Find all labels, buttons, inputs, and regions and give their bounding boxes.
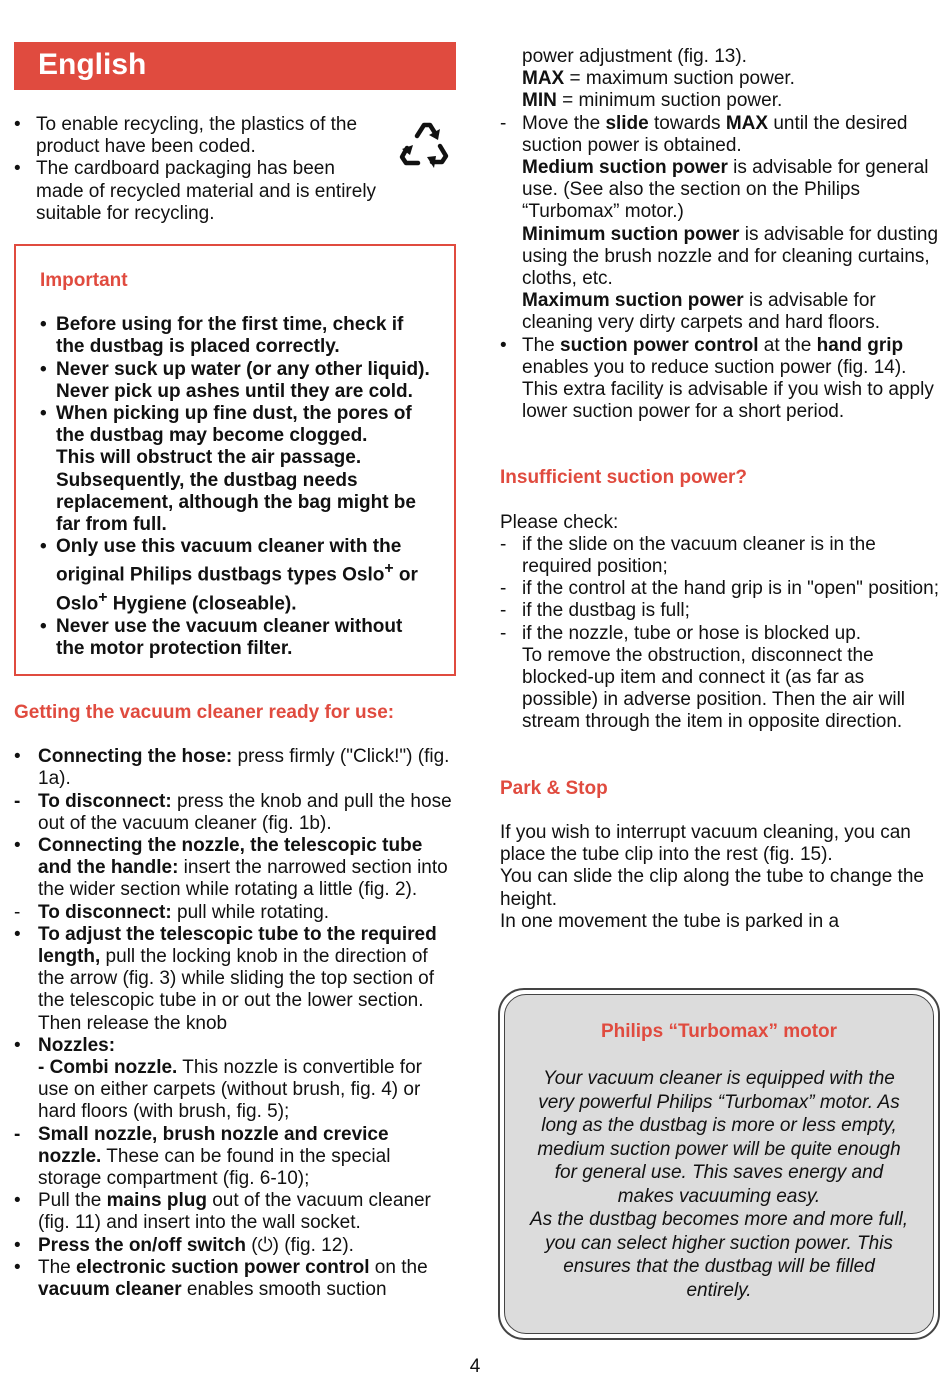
bullet: • xyxy=(500,334,507,356)
important-box xyxy=(14,244,456,676)
turbomax-panel xyxy=(504,994,934,1334)
min-line xyxy=(500,90,940,112)
list-item xyxy=(14,1035,456,1124)
list-item xyxy=(40,359,436,403)
section-title: Getting the vacuum cleaner ready for use: xyxy=(14,701,395,723)
bullet: • xyxy=(40,536,47,558)
text: press the knob and pull the hose out of the vacuum cleaner (fig. 1b). xyxy=(38,790,452,834)
text: This nozzle is convertible for use on either carpets (without brush, fig. 4) or hard floors (with brush, fig. 5); xyxy=(38,1056,422,1123)
dash: - xyxy=(14,901,21,923)
list-item xyxy=(14,1190,456,1234)
dash: - xyxy=(500,622,507,644)
park-text: If you wish to interrupt vacuum cleaning, you can place the tube clip into the rest (fig. 15). xyxy=(500,821,911,866)
check-intro: Please check: xyxy=(500,511,619,533)
list-item-text: Before using for the first time, check if the dustbag is placed correctly. xyxy=(56,314,404,358)
list-item xyxy=(14,114,384,158)
bullet: • xyxy=(14,1234,21,1256)
list-item xyxy=(500,534,940,578)
dash: - xyxy=(14,1123,21,1145)
list-item xyxy=(14,791,456,835)
list-item xyxy=(14,1257,456,1301)
text: is advisable for dusting using the brush nozzle and for cleaning curtains, cloths, etc. xyxy=(522,223,939,290)
text: press firmly ("Click!") (fig. 1a). xyxy=(38,746,450,790)
park-text: You can slide the clip along the tube to change the height. xyxy=(500,866,924,910)
text: ( xyxy=(245,1234,258,1256)
important-title: Important xyxy=(40,270,128,291)
text: ) (fig. 12). xyxy=(272,1234,354,1256)
list-item-text: The cardboard packaging has been made of recycled material and is entirely suitable for recycling. xyxy=(36,158,377,224)
bold-text: Connecting the hose: xyxy=(38,746,233,768)
list-item xyxy=(14,924,456,1035)
text: insert the narrowed section into the wider section while rotating a little (fig. 2). xyxy=(38,857,448,901)
text: Move the xyxy=(522,112,606,134)
recycling-section xyxy=(14,114,456,224)
text: out of the vacuum cleaner (fig. 11) and insert into the wall socket. xyxy=(38,1190,431,1234)
list-item-text: Hygiene (closeable). xyxy=(107,593,297,615)
list-item-text: When picking up fine dust, the pores of the dustbag may become clogged. xyxy=(56,403,412,447)
bold-text: To disconnect: xyxy=(38,790,172,812)
turbomax-text: As the dustbag becomes more and more full, you can select higher suction power. This ensures that the dustbag will be filled entirely. xyxy=(529,1209,909,1301)
text: pull the locking knob in the direction of the arrow (fig. 3) while sliding the top section of the telescopic tube in or out the lower section. Then release the knob xyxy=(38,945,435,1034)
text: is advisable for cleaning very dirty carpets and hard floors. xyxy=(522,290,881,334)
list-item xyxy=(14,835,456,902)
text: The xyxy=(38,1256,77,1278)
text: = maximum suction power. xyxy=(564,68,795,90)
bold-text: Maximum suction power xyxy=(522,290,744,312)
bold-text: Minimum suction power xyxy=(522,223,740,245)
bold-text: slide xyxy=(605,112,649,134)
text: if the slide on the vacuum cleaner is in the required position; xyxy=(522,533,876,578)
dash: - xyxy=(500,600,507,622)
right-column xyxy=(500,46,940,933)
list-item xyxy=(14,1235,456,1257)
language-banner: English xyxy=(14,42,456,90)
superscript: + xyxy=(98,588,108,606)
bullet: • xyxy=(14,1034,21,1056)
recycling-list xyxy=(14,114,384,225)
section-title: Insufficient suction power? xyxy=(500,467,748,489)
text: pull while rotating. xyxy=(171,901,330,923)
continued-text: power adjustment (fig. 13). xyxy=(522,46,747,67)
steps-list xyxy=(14,746,456,1301)
bold-text: electronic suction power control xyxy=(76,1256,370,1278)
bullet: • xyxy=(14,834,21,856)
text: = minimum suction power. xyxy=(556,90,783,112)
bullet: • xyxy=(40,314,47,336)
turbomax-box xyxy=(498,988,940,1340)
list-item xyxy=(40,536,436,615)
bold-text: Medium suction power xyxy=(522,157,728,179)
list-item xyxy=(40,314,436,358)
list-item xyxy=(500,335,940,424)
list-item-text: Never use the vacuum cleaner without the motor protection filter. xyxy=(56,615,403,659)
park-text: In one movement the tube is parked in a xyxy=(500,910,840,932)
bullet: • xyxy=(14,1256,21,1278)
bold-text: vacuum cleaner xyxy=(38,1278,182,1300)
dash: - xyxy=(14,790,21,812)
text: at the xyxy=(758,334,817,356)
text: until the desired suction power is obtained. xyxy=(522,112,908,156)
text: These can be found in the special storage compartment (fig. 6-10); xyxy=(38,1145,391,1189)
bold-text: MAX xyxy=(522,68,565,90)
bullet: • xyxy=(40,403,47,425)
bullet: • xyxy=(40,358,47,380)
minimum-power-text xyxy=(500,224,940,291)
maximum-power-text xyxy=(500,290,940,334)
suction-list xyxy=(500,113,940,157)
important-list xyxy=(40,314,436,660)
list-item xyxy=(40,616,436,660)
text: enables smooth suction xyxy=(181,1278,387,1300)
dash: - xyxy=(500,533,507,555)
bullet: • xyxy=(14,923,21,945)
list-item xyxy=(40,403,436,536)
text: towards xyxy=(648,112,726,134)
bold-text: Connecting the nozzle, the telescopic tube and the handle: xyxy=(38,834,423,879)
recycle-icon xyxy=(394,116,458,176)
list-item xyxy=(14,1124,456,1191)
bullet: • xyxy=(14,114,21,135)
control-list xyxy=(500,335,940,424)
medium-power-text xyxy=(500,157,940,224)
bold-text: Small nozzle, brush nozzle and crevice nozzle. xyxy=(38,1123,389,1167)
list-item-text: Never suck up water (or any other liquid). Never pick up ashes until they are cold. xyxy=(56,358,430,402)
bullet: • xyxy=(14,1190,21,1212)
list-item-text: or Oslo xyxy=(56,564,418,615)
list-item xyxy=(500,578,940,600)
left-column xyxy=(14,42,456,1301)
list-item xyxy=(500,113,940,157)
bold-text: suction power control xyxy=(560,334,759,356)
bold-text: MAX xyxy=(725,112,769,134)
bold-text: mains plug xyxy=(106,1190,207,1212)
dash: - xyxy=(500,578,507,600)
superscript: + xyxy=(384,560,394,578)
bold-text: Press the on/off switch xyxy=(38,1234,246,1256)
bold-text: To adjust the telescopic tube to the required length, xyxy=(38,923,437,967)
remedy-text: To remove the obstruction, disconnect the blocked-up item and connect it (as far as possible) in adverse position. Then the air will stream through the item in opposite direction. xyxy=(522,644,906,733)
bullet: • xyxy=(14,158,21,180)
bold-text: To disconnect: xyxy=(38,901,172,923)
check-list xyxy=(500,534,940,645)
power-symbol-icon: ⏻ xyxy=(257,1234,273,1256)
text: The xyxy=(522,334,561,356)
bold-text: hand grip xyxy=(816,334,904,356)
bullet: • xyxy=(14,746,21,768)
list-item xyxy=(14,158,384,225)
turbomax-title: Philips “Turbomax” motor xyxy=(600,1021,838,1042)
text: on the xyxy=(369,1256,428,1278)
text: if the dustbag is full; xyxy=(522,600,690,622)
text: is advisable for general use. (See also the section on the Philips “Turbomax” motor.) xyxy=(522,157,929,223)
bold-text: Nozzles: xyxy=(38,1034,116,1056)
bold-text: MIN xyxy=(522,90,557,112)
max-line xyxy=(500,68,940,90)
text: if the nozzle, tube or hose is blocked up. xyxy=(522,622,862,644)
list-item xyxy=(500,623,940,645)
text: enables you to reduce suction power (fig. 14). This extra facility is advisable if you wish to apply lower suction power for a short period. xyxy=(522,356,934,423)
list-item xyxy=(14,902,456,924)
list-item-text: This will obstruct the air passage. Subsequently, the dustbag needs replacement, although the bag might be far from full. xyxy=(56,447,416,536)
bullet: • xyxy=(40,615,47,637)
section-title: Park & Stop xyxy=(500,777,608,799)
bold-text: - Combi nozzle. xyxy=(38,1056,178,1078)
list-item-text: To enable recycling, the plastics of the product have been coded. xyxy=(36,114,358,158)
text: if the control at the hand grip is in "open" position; xyxy=(522,578,939,600)
list-item xyxy=(14,746,456,790)
dash: - xyxy=(500,112,507,134)
list-item-text: Only use this vacuum cleaner with the original Philips dustbags types Oslo xyxy=(56,536,402,586)
list-item xyxy=(500,600,940,622)
page-number: 4 xyxy=(469,1356,481,1377)
turbomax-text: Your vacuum cleaner is equipped with the very powerful Philips “Turbomax” motor. As long as the dustbag is more or less empty, medium suction power will be quite enough for general use. This saves energy and makes vacuuming easy. xyxy=(537,1068,901,1207)
text: Pull the xyxy=(38,1190,107,1212)
